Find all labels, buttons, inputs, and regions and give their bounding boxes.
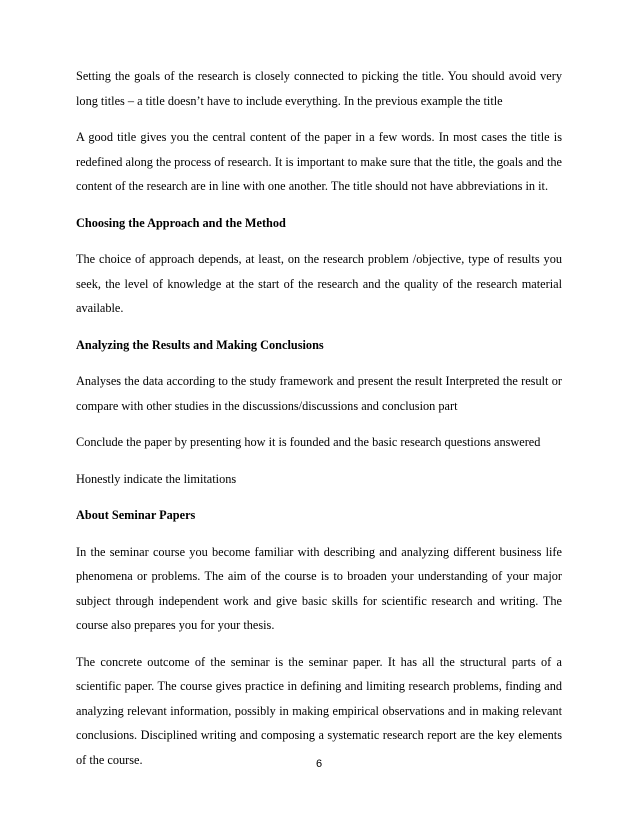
heading-results-conclusions: Analyzing the Results and Making Conclusions xyxy=(76,337,324,352)
paragraph-title-goals: Setting the goals of the research is closely connected to picking the title. You should avoid very long titles – a title doesn’t have to include everything. In the previous example the title xyxy=(76,69,562,108)
paragraph-seminar-course: In the seminar course you become familiar with describing and analyzing different business life phenomena or problems. The aim of the course is to broaden your understanding of your major subject through independent work and give basic skills for scientific research and writing. The course also prepares you for your thesis. xyxy=(76,544,562,632)
page-body xyxy=(76,64,562,784)
heading-seminar-papers: About Seminar Papers xyxy=(76,508,196,522)
paragraph-conclude: Conclude the paper by presenting how it is founded and the basic research questions answered xyxy=(76,435,541,449)
heading-approach-method: Choosing the Approach and the Method xyxy=(76,215,286,230)
page-number: 6 xyxy=(315,758,323,770)
paragraph-good-title: A good title gives you the central content of the paper in a few words. In most cases the title is redefined along the process of research. It is important to make sure that the title, the goals and the content of the research are in line with one another. The title should not have abbreviations in it. xyxy=(76,130,562,193)
paragraph-limitations: Honestly indicate the limitations xyxy=(76,471,237,486)
paragraph-seminar-outcome: The concrete outcome of the seminar is the seminar paper. It has all the structural parts of a scientific paper. The course gives practice in defining and limiting research problems, finding and analyzing relevant information, possibly in making empirical observations and in making relevant conclusions. Disciplined writing and composing a systematic research report are the key elements of the course. xyxy=(76,654,562,767)
paragraph-approach: The choice of approach depends, at least, on the research problem /objective, type of results you seek, the level of knowledge at the start of the research and the quality of the research material available. xyxy=(76,252,562,315)
paragraph-analyses: Analyses the data according to the study framework and present the result Interpreted the result or compare with other studies in the discussions/discussions and conclusion part xyxy=(76,374,562,413)
